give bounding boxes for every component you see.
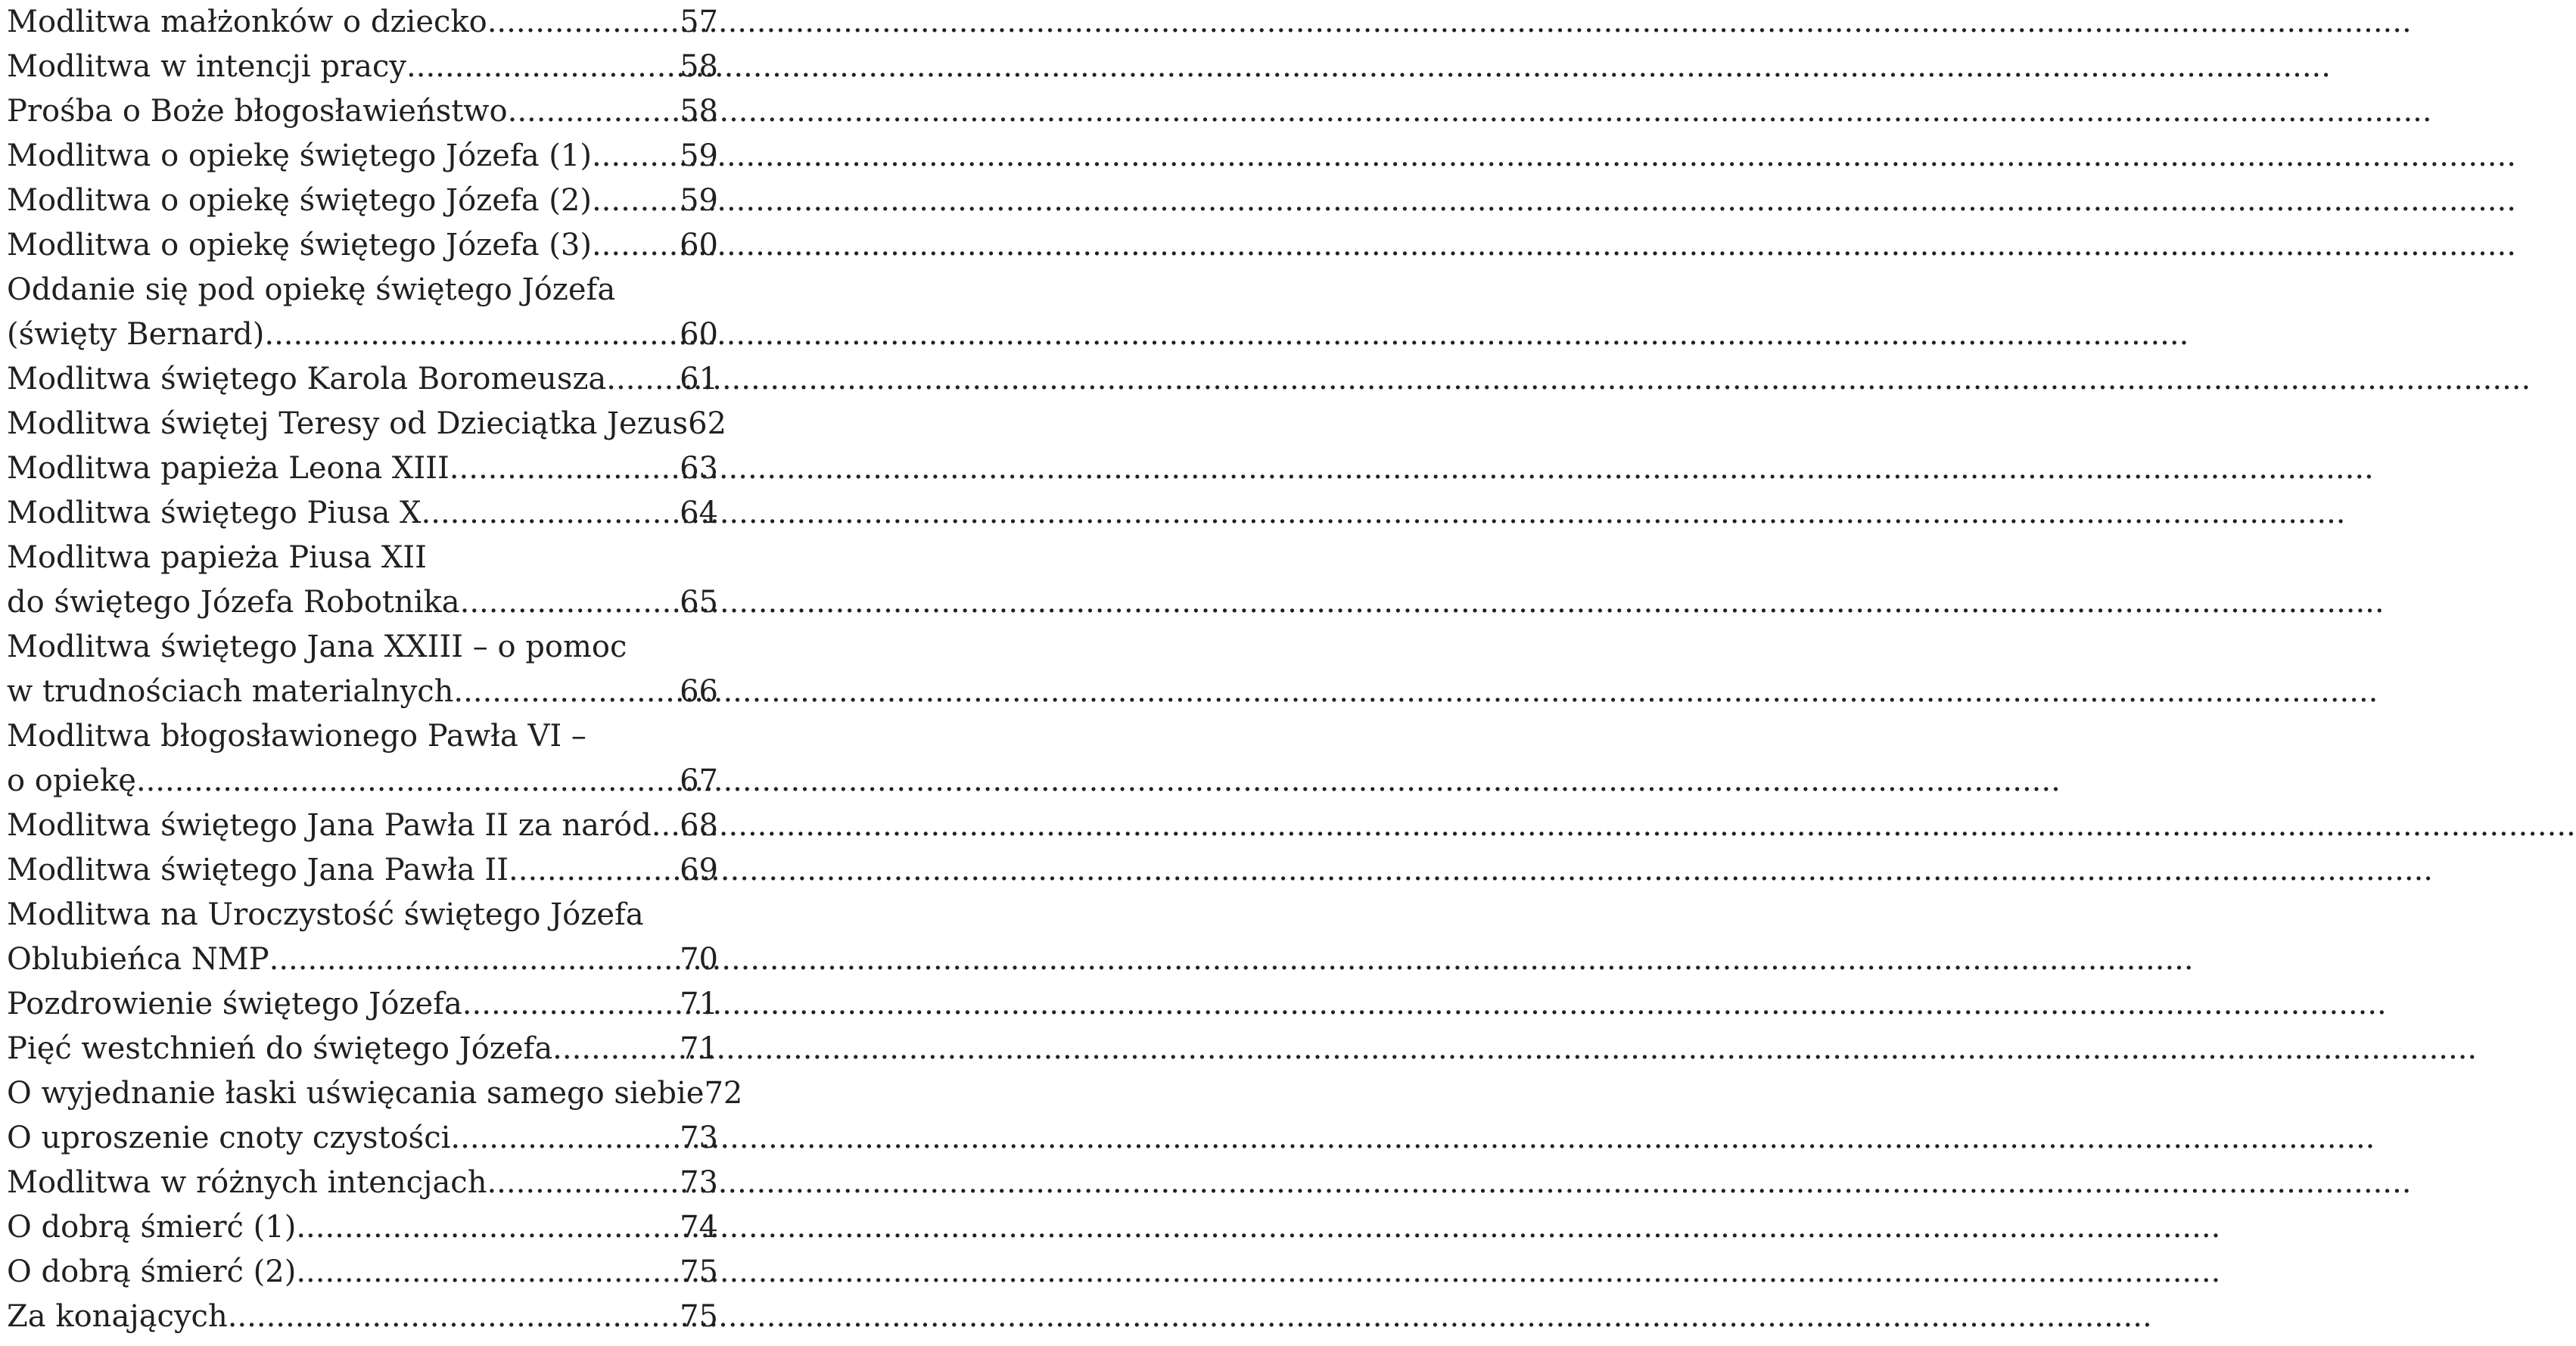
toc-entry: [7, 223, 718, 268]
toc-entry-line: [7, 0, 718, 45]
toc-entry-line: [7, 804, 718, 848]
toc-entry-line: [7, 848, 718, 893]
toc-entry-title: Oblubieńca NMP: [7, 942, 269, 977]
toc-entry-page-number: 75: [680, 1254, 718, 1289]
toc-entry-title: Za konających: [7, 1299, 228, 1334]
toc-entry-page-number: 58: [680, 94, 718, 129]
toc-entry-line: [7, 1071, 743, 1116]
toc-entry-title: Modlitwa o opiekę świętego Józefa (2): [7, 183, 592, 218]
dot-leader: [453, 670, 680, 714]
toc-entry: [7, 714, 718, 804]
toc-entry: [7, 536, 718, 625]
dot-leader: [487, 1161, 680, 1205]
toc-entry-title: o opiekę: [7, 763, 136, 798]
toc-entry-line: [7, 1116, 718, 1161]
toc-entry-title: Modlitwa w intencji pracy: [7, 49, 407, 84]
dot-leader: [592, 223, 680, 268]
toc-entry-page-number: 61: [680, 362, 718, 396]
toc-entry-line-continued: [7, 536, 718, 580]
toc-entry-title: Modlitwa w różnych intencjach: [7, 1165, 487, 1200]
toc-entry-page-number: 62: [688, 406, 726, 441]
toc-entry: [7, 625, 718, 714]
toc-entry: [7, 45, 718, 89]
toc-entry-line: [7, 89, 718, 134]
toc-entry-line: [7, 670, 718, 714]
toc-entry: [7, 89, 718, 134]
dot-leader: [450, 446, 680, 491]
toc-entry-page-number: 66: [680, 674, 718, 709]
toc-entry: [7, 402, 726, 446]
toc-entry-line: [7, 1161, 718, 1205]
toc-entry-page-number: 71: [680, 1031, 718, 1066]
toc-entry-line: [7, 1295, 718, 1339]
toc-entry: [7, 134, 718, 179]
dot-leader: [652, 804, 680, 848]
toc-entry-line: [7, 357, 718, 402]
toc-entry-line: [7, 491, 718, 536]
toc-entry-page-number: 70: [680, 942, 718, 977]
dot-leader: [422, 491, 680, 536]
toc-entry-line: [7, 580, 718, 625]
toc-entry-page-number: 63: [680, 451, 718, 486]
toc-entry-page-number: 58: [680, 49, 718, 84]
toc-entry: [7, 982, 718, 1027]
toc-entry-page-number: 75: [680, 1299, 718, 1334]
toc-entry: [7, 446, 718, 491]
dot-leader: [228, 1295, 680, 1339]
toc-entry-line-continued: [7, 268, 718, 312]
toc-entry: [7, 1205, 718, 1250]
dot-leader: [462, 982, 680, 1027]
toc-entry-title: Modlitwa błogosławionego Pawła VI –: [7, 719, 586, 754]
toc-entry-page-number: 65: [680, 585, 718, 620]
toc-entry-line: [7, 1205, 718, 1250]
toc-entry-title: Modlitwa świętego Piusa X: [7, 496, 422, 530]
toc-entry-title: Pozdrowienie świętego Józefa: [7, 987, 462, 1021]
toc-entry-title: Pięć westchnień do świętego Józefa: [7, 1031, 553, 1066]
toc-entry-line: [7, 134, 718, 179]
toc-entry-line: [7, 402, 726, 446]
toc-entry: [7, 1071, 743, 1116]
toc-entry-line: [7, 1250, 718, 1295]
toc-entry-page-number: 59: [680, 138, 718, 173]
toc-entry-line: [7, 446, 718, 491]
toc-entry: [7, 179, 718, 223]
toc-entry: [7, 1295, 718, 1339]
toc-entry: [7, 357, 718, 402]
toc-entry-line: [7, 982, 718, 1027]
toc-entry-page-number: 73: [680, 1165, 718, 1200]
toc-entry-title: O uproszenie cnoty czystości: [7, 1121, 451, 1155]
table-of-contents: [7, 0, 743, 1339]
toc-entry: [7, 491, 718, 536]
toc-entry-title: do świętego Józefa Robotnika: [7, 585, 460, 620]
toc-entry-title: Modlitwa o opiekę świętego Józefa (1): [7, 138, 592, 173]
toc-entry-title: Modlitwa na Uroczystość świętego Józefa: [7, 897, 644, 932]
toc-entry-page-number: 64: [680, 496, 718, 530]
toc-entry-page-number: 59: [680, 183, 718, 218]
toc-entry: [7, 1116, 718, 1161]
dot-leader: [592, 179, 680, 223]
toc-entry-line: [7, 1027, 718, 1071]
dot-leader: [264, 312, 680, 357]
dot-leader: [296, 1205, 680, 1250]
toc-entry-page-number: 57: [680, 5, 718, 39]
toc-entry-title: Modlitwa świętego Jana XXIII – o pomoc: [7, 629, 627, 664]
toc-entry-line: [7, 179, 718, 223]
toc-entry-page-number: 68: [680, 808, 718, 843]
toc-entry-line-continued: [7, 714, 718, 759]
dot-leader: [269, 937, 680, 982]
dot-leader: [508, 89, 680, 134]
dot-leader: [592, 134, 680, 179]
dot-leader: [487, 0, 680, 45]
dot-leader: [552, 1027, 680, 1071]
toc-entry-title: Modlitwa świętego Jana Pawła II: [7, 853, 509, 887]
toc-entry-page-number: 67: [680, 763, 718, 798]
toc-entry-title: Modlitwa świętego Jana Pawła II za naród: [7, 808, 652, 843]
dot-leader: [136, 759, 680, 804]
toc-entry-page-number: 60: [680, 317, 718, 352]
dot-leader: [296, 1250, 680, 1295]
toc-entry-page-number: 71: [680, 987, 718, 1021]
toc-entry: [7, 848, 718, 893]
toc-entry-line: [7, 759, 718, 804]
toc-entry: [7, 1027, 718, 1071]
toc-entry-line: [7, 937, 718, 982]
toc-entry-title: O dobrą śmierć (1): [7, 1210, 297, 1245]
toc-entry-title: Modlitwa małżonków o dziecko: [7, 5, 487, 39]
dot-leader: [606, 357, 680, 402]
toc-entry-title: Oddanie się pod opiekę świętego Józefa: [7, 272, 616, 307]
toc-entry-title: Modlitwa świętej Teresy od Dzieciątka Jezus: [7, 406, 689, 441]
toc-entry-title: (święty Bernard): [7, 317, 265, 352]
toc-entry-line: [7, 45, 718, 89]
toc-entry-page-number: 72: [704, 1076, 743, 1111]
toc-entry-line-continued: [7, 625, 718, 670]
toc-entry-title: Modlitwa papieża Piusa XII: [7, 540, 427, 575]
toc-entry-page-number: 60: [680, 228, 718, 263]
toc-entry-title: w trudnościach materialnych: [7, 674, 454, 709]
toc-entry-title: Modlitwa papieża Leona XIII: [7, 451, 450, 486]
dot-leader: [450, 1116, 680, 1161]
toc-entry-title: Prośba o Boże błogosławieństwo: [7, 94, 508, 129]
toc-entry-page-number: 73: [680, 1121, 718, 1155]
toc-entry-title: O wyjednanie łaski uświęcania samego siebie: [7, 1076, 705, 1111]
toc-entry-title: Modlitwa o opiekę świętego Józefa (3): [7, 228, 592, 263]
toc-entry-title: O dobrą śmierć (2): [7, 1254, 297, 1289]
toc-entry-line: [7, 223, 718, 268]
dot-leader: [406, 45, 680, 89]
toc-entry: [7, 1250, 718, 1295]
toc-entry-line: [7, 312, 718, 357]
toc-entry-title: Modlitwa świętego Karola Boromeusza: [7, 362, 607, 396]
toc-entry: [7, 1161, 718, 1205]
toc-entry-page-number: 69: [680, 853, 718, 887]
toc-entry: [7, 268, 718, 357]
dot-leader: [509, 848, 680, 893]
toc-entry-line-continued: [7, 893, 718, 937]
toc-entry: [7, 0, 718, 45]
toc-entry: [7, 893, 718, 982]
dot-leader: [460, 580, 680, 625]
toc-entry: [7, 804, 718, 848]
toc-entry-page-number: 74: [680, 1210, 718, 1245]
